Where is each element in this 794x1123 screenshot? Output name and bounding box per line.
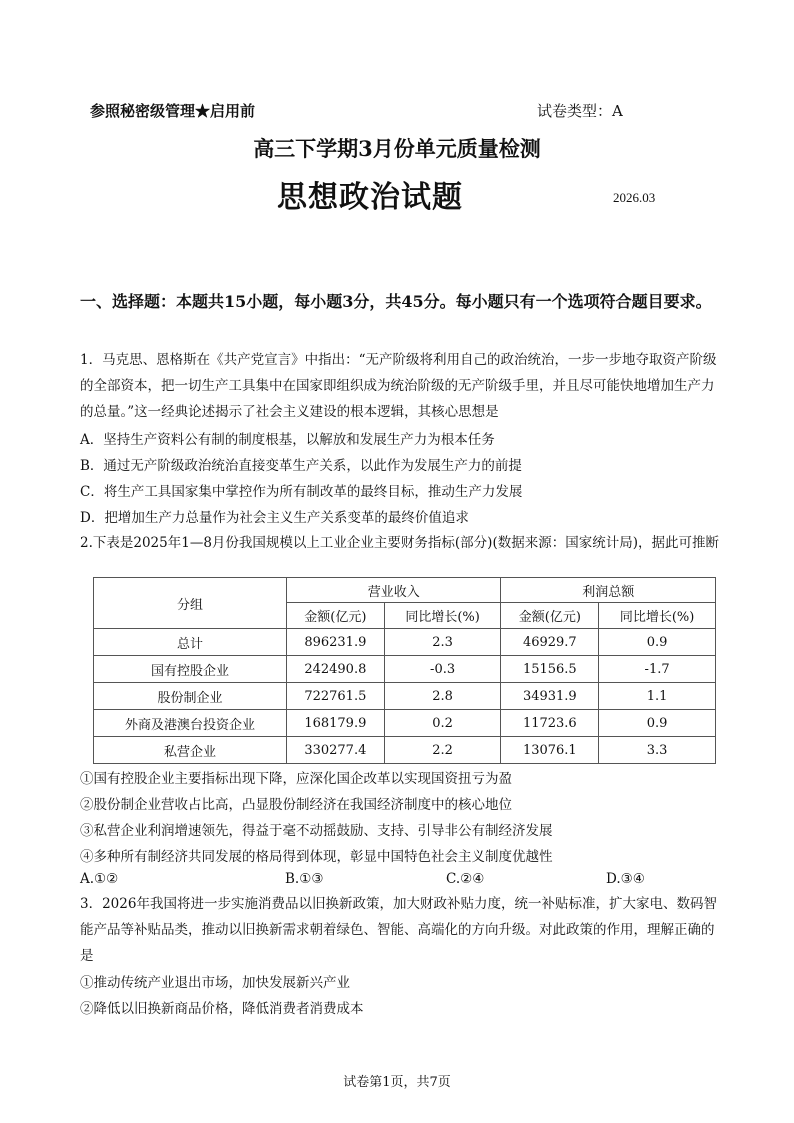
table-cell: 2.3 <box>384 629 501 656</box>
table-cell: 0.9 <box>599 710 716 737</box>
table-header-group: 分组 <box>94 578 287 629</box>
table-row <box>94 710 716 737</box>
table-row <box>94 629 716 656</box>
table-cell: 46929.7 <box>501 629 599 656</box>
table-row <box>94 656 716 683</box>
table-cell: 2.8 <box>384 683 501 710</box>
section-heading: 一、选择题：本题共15小题，每小题3分，共45分。每小题只有一个选项符合题目要求。 <box>80 292 712 311</box>
table-cell-group: 国有控股企业 <box>94 656 287 683</box>
question-1-option-d: D．把增加生产力总量作为社会主义生产关系变革的最终价值追求 <box>80 510 469 526</box>
page-footer: 试卷第1页，共7页 <box>343 1075 451 1090</box>
table-cell: 0.2 <box>384 710 501 737</box>
table-cell: 13076.1 <box>501 737 599 764</box>
table-cell: 330277.4 <box>287 737 385 764</box>
question-2-choice-c: C.②④ <box>446 871 485 887</box>
question-3-statement: ②降低以旧换新商品价格，降低消费者消费成本 <box>80 1001 364 1017</box>
confidential-label: 参照秘密级管理★启用前 <box>90 102 256 120</box>
table-cell: 2.2 <box>384 737 501 764</box>
table-cell: 0.9 <box>599 629 716 656</box>
question-1-option-c: C．将生产工具国家集中掌控作为所有制改革的最终目标，推动生产力发展 <box>80 484 523 500</box>
table-cell-group: 私营企业 <box>94 737 287 764</box>
question-3-stem: 3．2026年我国将进一步实施消费品以旧换新政策，加大财政补贴力度，统一补贴标准，扩大家电、数码智能产品等补贴品类，推动以旧换新需求朝着绿色、智能、高端化的方向升级。对此政策的作用，理解正确的是 <box>80 896 717 964</box>
table-subheader: 同比增长(%) <box>384 603 501 629</box>
table-cell: 3.3 <box>599 737 716 764</box>
table-row <box>94 737 716 764</box>
table-cell: 896231.9 <box>287 629 385 656</box>
question-2-choice-d: D.③④ <box>606 871 645 887</box>
table-cell: -0.3 <box>384 656 501 683</box>
question-2-choice-b: B.①③ <box>285 871 324 887</box>
table-cell-group: 外商及港澳台投资企业 <box>94 710 287 737</box>
question-2-stem: 2.下表是2025年1—8月份我国规模以上工业企业主要财务指标(部分)(数据来源：国家统计局)，据此可推断 <box>80 535 719 551</box>
table-subheader: 金额(亿元) <box>501 603 599 629</box>
exam-title: 高三下学期3月份单元质量检测 <box>253 136 541 161</box>
exam-date: 2026.03 <box>613 190 656 205</box>
table-subheader: 同比增长(%) <box>599 603 716 629</box>
question-2-statement: ③私营企业利润增速领先，得益于毫不动摇鼓励、支持、引导非公有制经济发展 <box>80 823 553 839</box>
table-cell: 11723.6 <box>501 710 599 737</box>
table-cell: 168179.9 <box>287 710 385 737</box>
table-header-profit: 利润总额 <box>501 578 716 603</box>
table-cell: 15156.5 <box>501 656 599 683</box>
subject-title: 思想政治试题 <box>277 180 463 215</box>
table-cell: -1.7 <box>599 656 716 683</box>
question-2-statement: ①国有控股企业主要指标出现下降，应深化国企改革以实现国资扭亏为盈 <box>80 771 512 787</box>
table-header-revenue: 营业收入 <box>287 578 501 603</box>
question-1-option-a: A．坚持生产资料公有制的制度根基，以解放和发展生产力为根本任务 <box>80 432 495 448</box>
paper-type-label: 试卷类型：A <box>537 102 623 120</box>
financial-indicators-table <box>93 577 716 764</box>
question-1-option-b: B．通过无产阶级政治统治直接变革生产关系，以此作为发展生产力的前提 <box>80 458 522 474</box>
table-cell: 242490.8 <box>287 656 385 683</box>
table-row <box>94 683 716 710</box>
question-1-stem: 1．马克思、恩格斯在《共产党宣言》中指出：“无产阶级将利用自己的政治统治，一步一步地夺取资产阶级的全部资本，把一切生产工具集中在国家即组织成为统治阶级的无产阶级手里，并且尽可能快地增加生产力的总量。”这一经典论述揭示了社会主义建设的根本逻辑，其核心思想是 <box>80 352 717 420</box>
question-2-statement: ②股份制企业营收占比高，凸显股份制经济在我国经济制度中的核心地位 <box>80 797 512 813</box>
table-cell-group: 总计 <box>94 629 287 656</box>
table-cell-group: 股份制企业 <box>94 683 287 710</box>
question-3-statement: ①推动传统产业退出市场，加快发展新兴产业 <box>80 975 350 991</box>
question-2-statement: ④多种所有制经济共同发展的格局得到体现，彰显中国特色社会主义制度优越性 <box>80 849 553 865</box>
table-cell: 1.1 <box>599 683 716 710</box>
table-subheader: 金额(亿元) <box>287 603 385 629</box>
table-cell: 34931.9 <box>501 683 599 710</box>
question-2-choice-a: A.①② <box>80 871 119 887</box>
table-cell: 722761.5 <box>287 683 385 710</box>
